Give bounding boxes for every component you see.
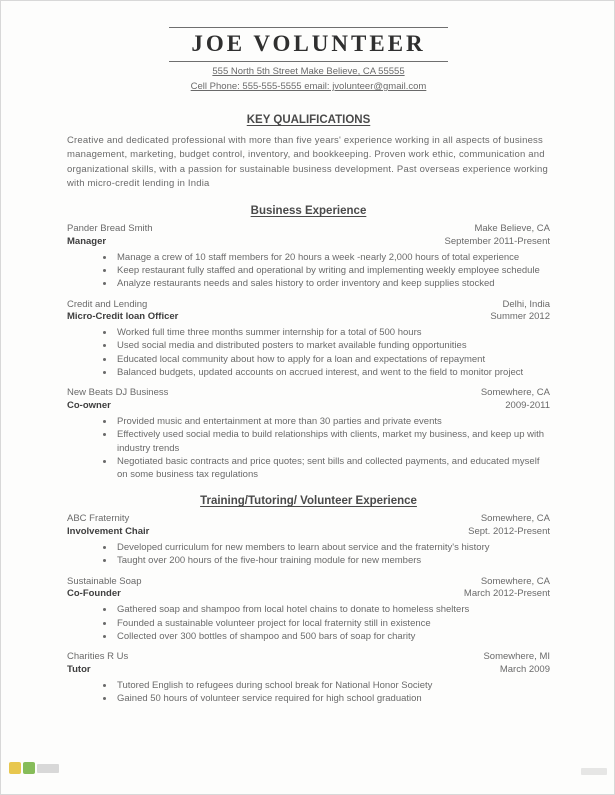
job-company-row: [67, 513, 550, 526]
job-title: Micro-Credit loan Officer: [67, 311, 179, 323]
watermark-green-block: [23, 762, 35, 774]
job-title: Co-Founder: [67, 588, 121, 600]
watermark-text-block: [37, 764, 59, 773]
volunteer-experience-heading: Training/Tutoring/ Volunteer Experience: [200, 495, 417, 508]
job-bullet-list: [67, 679, 550, 706]
job-title: Involvement Chair: [67, 526, 150, 538]
bullet-item: • Gathered soap and shampoo from local hotel chains to donate to homeless shelters: [115, 603, 550, 616]
job-dates: Sept. 2012-Present: [468, 526, 550, 538]
job-company-row: [67, 223, 550, 236]
bullet-item: • Tutored English to refugees during school break for National Honor Society: [115, 679, 550, 692]
company-name: Pander Bread Smith: [67, 223, 153, 234]
job-title-row: [67, 311, 550, 324]
bullet-item: • Founded a sustainable volunteer project for local fraternity still in existence: [115, 617, 550, 630]
company-name: Sustainable Soap: [67, 575, 142, 587]
job-title: Manager: [67, 235, 107, 247]
job-bullet-list: [67, 415, 550, 481]
bullet-item: • Negotiated basic contracts and price quotes; sent bills and collected payments, and educated myself on some business tax regulations: [115, 455, 550, 482]
bullet-item: • Balanced budgets, updated accounts on accrued interest, and went to the field to monitor project: [115, 366, 550, 379]
watermark-yellow-block: [9, 762, 21, 774]
company-name: Charities R Us: [67, 651, 129, 663]
job-dates: March 2012-Present: [463, 588, 550, 600]
job-entry-credit-and-lending: [67, 299, 550, 380]
job-title: Co-owner: [67, 400, 111, 412]
company-location: Make Believe, CA: [474, 223, 550, 234]
bullet-item: • Effectively used social media to build relationships with clients, market my business, and keep up with industry trends: [115, 428, 550, 455]
job-dates: 2009-2011: [505, 400, 550, 412]
job-title-row: [67, 588, 550, 601]
job-company-row: [67, 576, 550, 589]
company-location: Somewhere, CA: [480, 513, 550, 525]
bullet-item: • Manage a crew of 10 staff members for 20 hours a week -nearly 2,000 hours of total experience: [115, 251, 550, 264]
company-name: ABC Fraternity: [67, 513, 130, 525]
bullet-item: • Educated local community about how to apply for a loan and expectations of repayment: [115, 353, 550, 366]
job-bullet-list: [67, 541, 550, 568]
job-title: Tutor: [67, 663, 91, 675]
job-entry-abc-fraternity: [67, 513, 550, 567]
bullet-item: • Analyze restaurants needs and sales history to order inventory and keep supplies stocked: [115, 277, 550, 290]
job-title-row: [67, 400, 550, 413]
job-entry-new-beats-dj: [67, 387, 550, 481]
job-company-row: [67, 299, 550, 312]
contact-line: Cell Phone: 555-555-5555 email: jvolunteer@gmail.com: [190, 81, 427, 92]
job-entry-pander-bread-smith: [67, 223, 550, 291]
job-title-row: [67, 526, 550, 539]
person-name: JOE VOLUNTEER: [191, 31, 426, 56]
key-qualifications-heading: KEY QUALIFICATIONS: [246, 114, 371, 126]
job-bullet-list: [67, 603, 550, 643]
address-line: 555 North 5th Street Make Believe, CA 55555: [212, 66, 405, 77]
company-name: Credit and Lending: [67, 298, 148, 310]
bullet-item: • Taught over 200 hours of the five-hour training module for new members: [115, 554, 550, 567]
company-location: Somewhere, CA: [480, 387, 550, 399]
job-bullet-list: [67, 251, 550, 291]
bullet-item: • Developed curriculum for new members to learn about service and the fraternity's history: [115, 541, 550, 554]
job-entry-sustainable-soap: [67, 576, 550, 644]
bullet-item: • Provided music and entertainment at more than 30 parties and private events: [115, 415, 550, 428]
resume-content: [1, 1, 614, 705]
job-dates: March 2009: [499, 663, 550, 675]
company-location: Delhi, India: [502, 298, 550, 310]
business-experience-heading: Business Experience: [250, 205, 367, 217]
job-title-row: [67, 236, 550, 249]
company-location: Somewhere, CA: [480, 575, 550, 587]
bullet-item: • Keep restaurant fully staffed and operational by writing and implementing weekly employee schedule: [115, 264, 550, 277]
watermark-logo: [9, 762, 59, 774]
bullet-item: • Collected over 300 bottles of shampoo and 500 bars of soap for charity: [115, 630, 550, 643]
bullet-item: • Used social media and distributed posters to market available funding opportunities: [115, 339, 550, 352]
bullet-item: • Gained 50 hours of volunteer service required for high school graduation: [115, 692, 550, 705]
job-company-row: [67, 651, 550, 664]
job-dates: Summer 2012: [490, 311, 550, 323]
job-entry-charities-r-us: [67, 651, 550, 705]
job-company-row: [67, 387, 550, 400]
resume-header: [67, 27, 550, 92]
bullet-item: • Worked full time three months summer internship for a total of 500 hours: [115, 326, 550, 339]
name-block: [169, 27, 447, 62]
qualifications-text: Creative and dedicated professional with more than five years' experience working in all aspects of business management, marketing, budget control, inventory, and bookkeeping. Proven work ethic, communication and organizational skills, with a passion for sustainable business development. Past overseas experience working with micro-credit lending in India: [67, 135, 549, 189]
job-bullet-list: [67, 326, 550, 379]
company-name: New Beats DJ Business: [67, 387, 169, 399]
job-title-row: [67, 664, 550, 677]
company-location: Somewhere, MI: [483, 651, 550, 663]
job-dates: September 2011-Present: [444, 235, 550, 247]
footer-corner-mark: [581, 768, 607, 775]
